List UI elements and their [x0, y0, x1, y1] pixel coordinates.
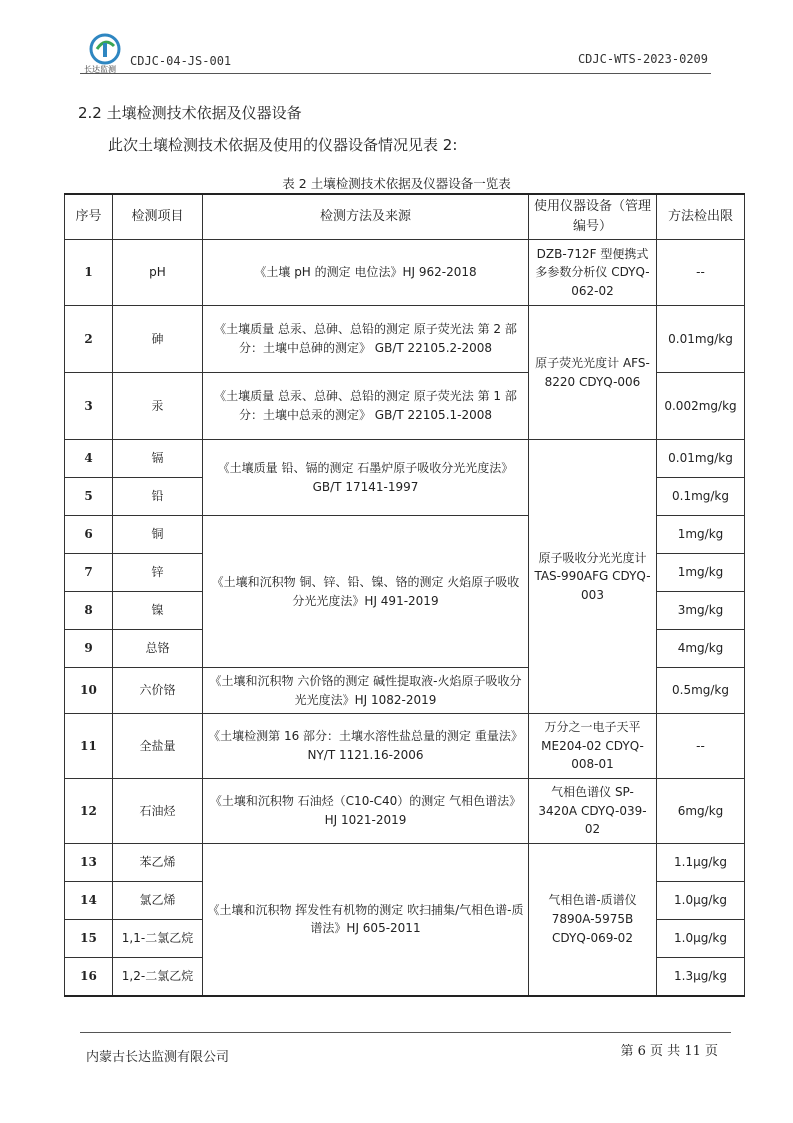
row-no: 14: [65, 882, 113, 920]
row-limit: 0.5mg/kg: [657, 668, 745, 714]
instrument-cell: 原子吸收分光光度计 TAS-990AFG CDYQ-003: [529, 440, 657, 714]
instrument-cell: 万分之一电子天平 ME204-02 CDYQ-008-01: [529, 714, 657, 779]
footer-company: 内蒙古长达监测有限公司: [86, 1050, 230, 1065]
row-limit: 4mg/kg: [657, 630, 745, 668]
row-item: 全盐量: [113, 714, 203, 779]
row-limit: 1mg/kg: [657, 516, 745, 554]
company-logo-icon: [88, 32, 122, 66]
instrument-cell: 气相色谱-质谱仪 7890A-5975B CDYQ-069-02: [529, 844, 657, 996]
method-cell: 《土壤和沉积物 挥发性有机物的测定 吹扫捕集/气相色谱-质谱法》HJ 605-2011: [203, 844, 529, 996]
header-item: 检测项目: [113, 194, 203, 240]
method-cell: 《土壤质量 铅、镉的测定 石墨炉原子吸收分光光度法》GB/T 17141-1997: [203, 440, 529, 516]
method-cell: 《土壤 pH 的测定 电位法》HJ 962-2018: [203, 240, 529, 306]
method-cell: 《土壤和沉积物 六价铬的测定 碱性提取液-火焰原子吸收分光光度法》HJ 1082-2019: [203, 668, 529, 714]
table-row: [65, 779, 745, 844]
row-no: 3: [65, 373, 113, 440]
row-limit: 0.002mg/kg: [657, 373, 745, 440]
doc-code-left: CDJC-04-JS-001: [130, 54, 232, 68]
table-row: [65, 440, 745, 478]
table-row: [65, 240, 745, 306]
intro-paragraph: 此次土壤检测技术依据及使用的仪器设备情况见表 2:: [108, 136, 458, 154]
row-no: 6: [65, 516, 113, 554]
row-item: 石油烃: [113, 779, 203, 844]
row-limit: --: [657, 714, 745, 779]
row-limit: 1mg/kg: [657, 554, 745, 592]
row-item: 苯乙烯: [113, 844, 203, 882]
instrument-cell: 气相色谱仪 SP-3420A CDYQ-039-02: [529, 779, 657, 844]
row-limit: 0.01mg/kg: [657, 306, 745, 373]
row-item: 铜: [113, 516, 203, 554]
instrument-table: [64, 193, 745, 997]
table-row: [65, 844, 745, 882]
row-item: 氯乙烯: [113, 882, 203, 920]
row-no: 8: [65, 592, 113, 630]
header-divider: [80, 73, 711, 74]
method-cell: 《土壤检测第 16 部分：土壤水溶性盐总量的测定 重量法》NY/T 1121.16-2006: [203, 714, 529, 779]
row-item: 铅: [113, 478, 203, 516]
row-no: 11: [65, 714, 113, 779]
table-row: [65, 714, 745, 779]
row-no: 16: [65, 958, 113, 996]
row-no: 1: [65, 240, 113, 306]
row-no: 12: [65, 779, 113, 844]
row-limit: --: [657, 240, 745, 306]
row-no: 7: [65, 554, 113, 592]
row-item: 1,1-二氯乙烷: [113, 920, 203, 958]
row-no: 2: [65, 306, 113, 373]
method-cell: 《土壤和沉积物 铜、锌、铅、镍、铬的测定 火焰原子吸收分光光度法》HJ 491-2019: [203, 516, 529, 668]
row-item: 锌: [113, 554, 203, 592]
method-cell: 《土壤和沉积物 石油烃（C10-C40）的测定 气相色谱法》 HJ 1021-2019: [203, 779, 529, 844]
row-limit: 1.0μg/kg: [657, 882, 745, 920]
row-limit: 1.3μg/kg: [657, 958, 745, 996]
row-item: 汞: [113, 373, 203, 440]
section-heading: 2.2 土壤检测技术依据及仪器设备: [78, 104, 302, 122]
row-limit: 1.1μg/kg: [657, 844, 745, 882]
row-no: 10: [65, 668, 113, 714]
row-item: 1,2-二氯乙烷: [113, 958, 203, 996]
row-item: 镉: [113, 440, 203, 478]
row-item: 六价铬: [113, 668, 203, 714]
row-limit: 1.0μg/kg: [657, 920, 745, 958]
row-item: 总铬: [113, 630, 203, 668]
row-item: pH: [113, 240, 203, 306]
doc-code-right: CDJC-WTS-2023-0209: [577, 52, 708, 66]
row-item: 镍: [113, 592, 203, 630]
header-method: 检测方法及来源: [203, 194, 529, 240]
instrument-cell: DZB-712F 型便携式多参数分析仪 CDYQ-062-02: [529, 240, 657, 306]
row-no: 5: [65, 478, 113, 516]
method-cell: 《土壤质量 总汞、总砷、总铅的测定 原子荧光法 第 1 部分：土壤中总汞的测定》 GB/T 22105.1-2008: [203, 373, 529, 440]
instrument-cell: 原子荧光光度计 AFS-8220 CDYQ-006: [529, 306, 657, 440]
row-limit: 0.01mg/kg: [657, 440, 745, 478]
table-row: [65, 306, 745, 373]
logo-text: 长达监测: [84, 65, 116, 74]
row-limit: 6mg/kg: [657, 779, 745, 844]
method-cell: 《土壤质量 总汞、总砷、总铅的测定 原子荧光法 第 2 部分：土壤中总砷的测定》 GB/T 22105.2-2008: [203, 306, 529, 373]
row-limit: 0.1mg/kg: [657, 478, 745, 516]
header-limit: 方法检出限: [657, 194, 745, 240]
row-item: 砷: [113, 306, 203, 373]
row-no: 15: [65, 920, 113, 958]
header-no: 序号: [65, 194, 113, 240]
table-caption: 表 2 土壤检测技术依据及仪器设备一览表: [282, 176, 511, 191]
row-no: 13: [65, 844, 113, 882]
footer-divider: [80, 1032, 731, 1033]
header-instrument: 使用仪器设备（管理编号）: [529, 194, 657, 240]
row-no: 9: [65, 630, 113, 668]
row-no: 4: [65, 440, 113, 478]
row-limit: 3mg/kg: [657, 592, 745, 630]
footer-page-number: 第 6 页 共 11 页: [620, 1044, 718, 1059]
